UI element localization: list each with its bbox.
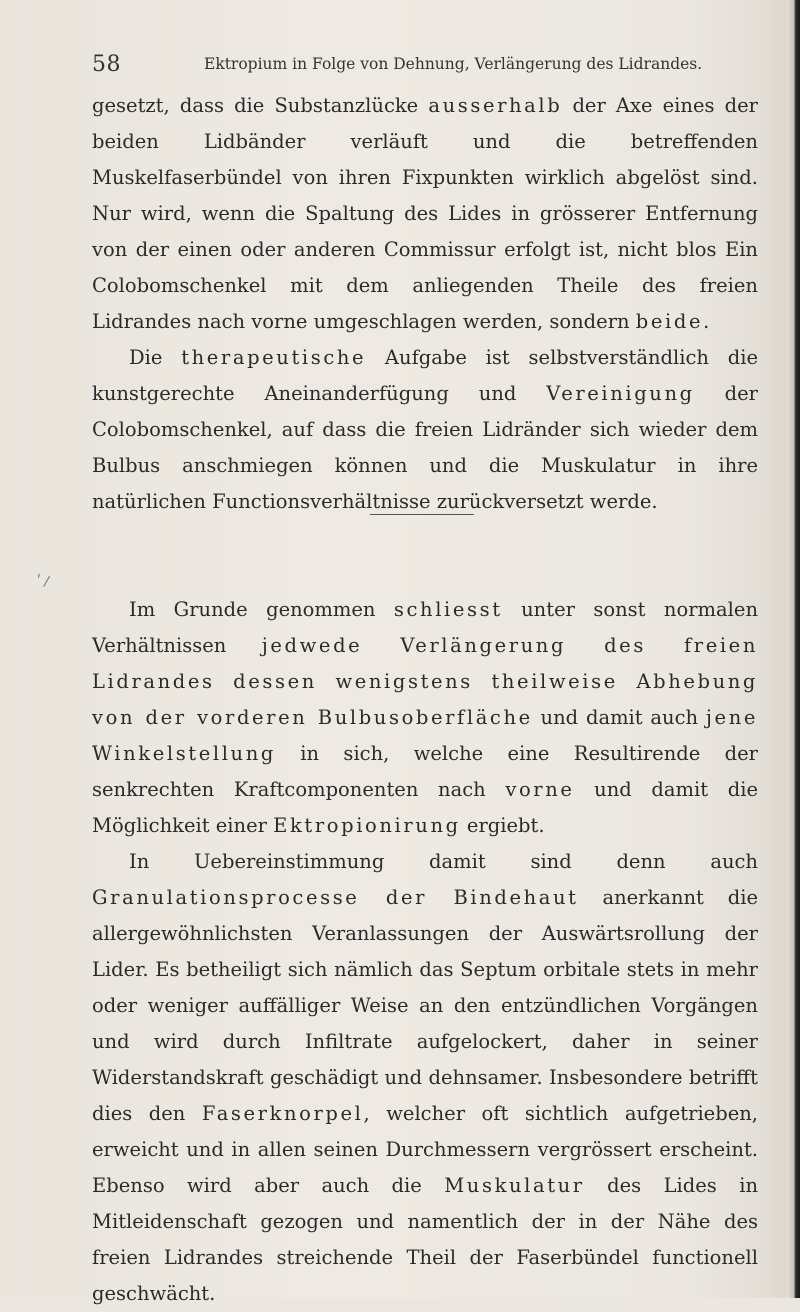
spaced-emphasis: jene Winkelstellung: [92, 706, 758, 765]
spaced-emphasis: Faserknorpel: [201, 1102, 364, 1125]
spaced-emphasis: Ektropionirung: [273, 814, 461, 837]
page-number: 58: [92, 52, 121, 77]
spaced-emphasis: Vereinigung: [546, 382, 695, 405]
running-title: Ektropium in Folge von Dehnung, Verlängerung des Lidrandes.: [204, 55, 703, 73]
paragraph-4-text: des Lides in Mitleidenschaft gezogen und namentlich der in der Nähe des freien Lidrandes streichende Theil der Faserbündel functionell geschwächt.: [92, 1174, 758, 1305]
paragraph-4-text: In Uebereinstimmung damit sind denn auch: [129, 850, 758, 873]
paragraph-1: [92, 88, 758, 340]
paragraph-3-text: und damit auch: [532, 706, 706, 729]
paragraph-1-text: .: [703, 310, 710, 333]
paragraph-3-text: und damit die Möglichkeit einer: [92, 778, 758, 837]
paragraph-3: [92, 592, 758, 844]
paragraph-1-text: gesetzt, dass die Substanzlücke: [92, 94, 429, 117]
page-edge-shadow: [786, 0, 800, 1298]
spaced-emphasis: Granulationsprocesse der Bindehaut: [92, 886, 579, 909]
paragraph-2-text: Aufgabe ist selbstverständlich die kunstgerechte Aneinanderfügung und: [92, 346, 759, 405]
paragraph-3-text: Im Grunde genommen: [129, 598, 394, 621]
paragraph-3-text: unter sonst normalen Verhältnissen: [92, 598, 758, 657]
section-separator: [370, 514, 474, 515]
paragraph-3-text: in sich, welche eine Resultirende der senkrechten Kraftcomponenten nach: [92, 742, 758, 801]
text-block-lower: [92, 592, 758, 1312]
paragraph-4-text: , welcher oft sichtlich aufgetrieben, erweicht und in allen seinen Durchmessern vergrössert erscheint. Ebenso wird aber auch die: [92, 1102, 759, 1197]
spaced-emphasis: schliesst: [393, 598, 503, 621]
paragraph-2: [92, 340, 758, 520]
spaced-emphasis: vorne: [505, 778, 575, 801]
running-header: [92, 50, 703, 80]
spaced-emphasis: jedwede Verlängerung des freien Lidrandes dessen wenigstens theilweise Abhebung von der vorderen Bulbusoberfläche: [92, 634, 758, 729]
paragraph-1-text: der Axe eines der beiden Lidbänder verläuft und die betreffenden Muskelfaserbündel von ihren Fixpunkten wirklich abgelöst sind. Nur wird, wenn die Spaltung des Lides in grösserer Entfernung von der einen oder anderen Commissur erfolgt ist, nicht blos Ein Colobomschenkel mit dem anliegenden Theile des freien Lidrandes nach vorne umgeschlagen werden, sondern: [92, 94, 758, 333]
spaced-emphasis: beide: [635, 310, 704, 333]
spaced-emphasis: therapeutische: [181, 346, 367, 369]
paragraph-3-text: ergiebt.: [460, 814, 545, 837]
paragraph-4: [92, 844, 758, 1312]
text-block-upper: [92, 88, 758, 520]
paragraph-2-text: Die: [129, 346, 182, 369]
margin-mark: ' /: [34, 571, 51, 591]
paragraph-2-text: der Colobomschenkel, auf dass die freien Lidränder sich wieder dem Bulbus anschmiegen können und die Muskulatur in ihre natürlichen Functionsverhältnisse zurückversetzt werde.: [92, 382, 758, 513]
spaced-emphasis: ausserhalb: [428, 94, 563, 117]
paragraph-4-text: anerkannt die allergewöhnlichsten Veranlassungen der Auswärtsrollung der Lider. Es betheiligt sich nämlich das Septum orbitale stets in mehr oder weniger auffälliger Weise an den entzündlichen Vorgängen und wird durch Infiltrate aufgelockert, daher in seiner Widerstandskraft geschädigt und dehnsamer. Insbesondere betrifft dies den: [92, 886, 758, 1125]
spaced-emphasis: Muskulatur: [444, 1174, 585, 1197]
